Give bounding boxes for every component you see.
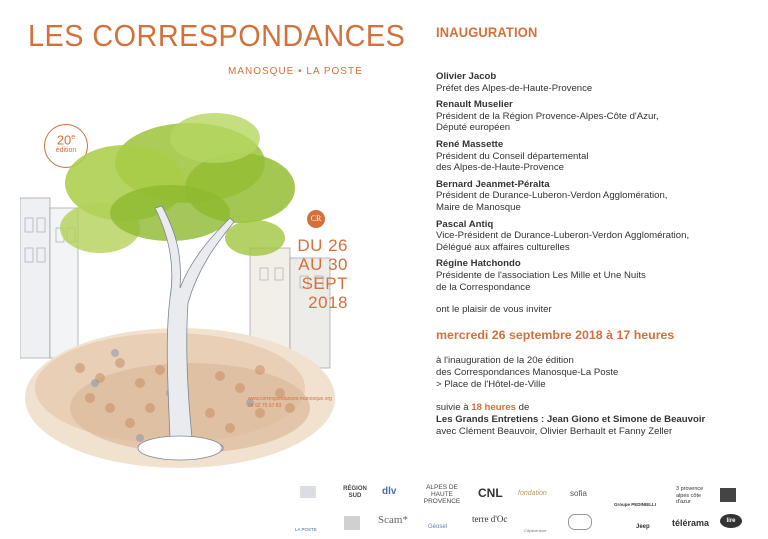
host-entry — [436, 258, 756, 293]
host-role: Vice-Président de Durance-Luberon-Verdon Agglomération, — [436, 230, 690, 242]
sponsor-logo: LA POSTE — [295, 527, 317, 532]
sponsor-logo: Scam* — [378, 514, 408, 526]
sponsor-logo: Groupe PEDINIELLI — [614, 502, 657, 507]
host-name: Régine Hatchondo — [436, 258, 521, 270]
festival-logo: CR — [307, 210, 325, 228]
host-name: Renault Muselier — [436, 99, 513, 111]
sponsor-logo — [344, 516, 360, 530]
festival-dates — [296, 236, 348, 312]
sponsor-logo: sofia — [570, 489, 587, 498]
host-role: Présidente de l'association Les Mille et Une Nuits — [436, 269, 646, 281]
hosts-list — [436, 71, 756, 298]
sponsor-logo: télérama — [672, 518, 710, 528]
followup-time: 18 heures — [471, 402, 517, 413]
host-role: des Alpes-de-Haute-Provence — [436, 162, 564, 174]
poster-title: LES CORRESPONDANCES — [28, 18, 406, 53]
sponsor-logo: lire — [720, 514, 742, 528]
host-role: Président de Durance-Luberon-Verdon Agglomération, — [436, 190, 668, 202]
guests-line: avec Clément Beauvoir, Olivier Berhault et Fanny Zeller — [436, 425, 673, 437]
sponsor-logo: ALPES DE HAUTE PROVENCE — [423, 484, 461, 505]
host-name: Olivier Jacob — [436, 71, 497, 82]
sponsor-logo: dlv — [382, 486, 397, 497]
sponsor-logo: fondation — [518, 490, 547, 497]
tree-canopy-drawing — [60, 113, 295, 256]
edition-number: 20e — [56, 132, 76, 148]
entretiens-title: Les Grands Entretiens : Jean Giono et Simone de Beauvoir — [436, 413, 706, 425]
sponsor-logo — [568, 514, 592, 530]
date-line: AU 30 — [298, 255, 348, 274]
date-line: 2018 — [308, 293, 348, 312]
date-line: DU 26 — [297, 236, 348, 255]
host-role: Président du Conseil départemental — [436, 150, 589, 162]
host-entry — [436, 219, 756, 254]
website-link[interactable]: www.correspondances-manosque.org — [248, 396, 332, 402]
host-role: Président de la Région Provence-Alpes-Côte d'Azur, — [436, 110, 659, 122]
host-name: Bernard Jeanmet-Péralta — [436, 178, 550, 190]
event-date: mercredi 26 septembre 2018 à 17 heures — [436, 328, 675, 342]
edition-label: édition — [55, 147, 77, 155]
sponsor-logo — [720, 488, 736, 502]
sponsor-logo: RÉGION SUD — [343, 486, 367, 499]
host-role: Député européen — [436, 122, 511, 134]
host-name: Pascal Antiq — [436, 218, 494, 230]
host-role: Maire de Manosque — [436, 201, 521, 213]
event-place — [436, 355, 618, 390]
invite-text: ont le plaisir de vous inviter — [436, 304, 552, 315]
followup-event — [436, 402, 705, 437]
host-entry — [436, 99, 756, 134]
host-role: de la Correspondance — [436, 281, 531, 293]
inauguration-heading: INAUGURATION — [436, 24, 538, 40]
host-entry — [436, 179, 756, 214]
date-line: SEPT — [301, 274, 348, 293]
sponsor-logo: CNL — [478, 486, 503, 500]
contact-info — [248, 396, 332, 410]
sponsor-logo: Jeep — [636, 524, 650, 530]
sponsor-logo: Cityaventure — [524, 528, 547, 533]
place-line: > Place de l'Hôtel-de-Ville — [436, 378, 546, 390]
host-entry — [436, 139, 756, 174]
place-line: des Correspondances Manosque-La Poste — [436, 366, 619, 378]
host-entry — [436, 71, 756, 94]
place-line: à l'inauguration de la 20e édition — [436, 355, 574, 366]
sponsor-logo: Géosel — [428, 524, 448, 530]
phone-number: 04 92 75 67 83 — [248, 403, 282, 409]
followup-line: suivie à 18 heures de — [436, 402, 530, 413]
sponsor-logo: terre d'Oc — [472, 514, 508, 524]
host-role: Préfet des Alpes-de-Haute-Provence — [436, 82, 593, 94]
poster-subtitle: MANOSQUE • LA POSTE — [228, 66, 363, 77]
sponsor-logo: 3 provence alpes côte d'azur — [676, 486, 704, 505]
host-name: René Massette — [436, 138, 504, 150]
host-role: Délégué aux affaires culturelles — [436, 241, 570, 253]
